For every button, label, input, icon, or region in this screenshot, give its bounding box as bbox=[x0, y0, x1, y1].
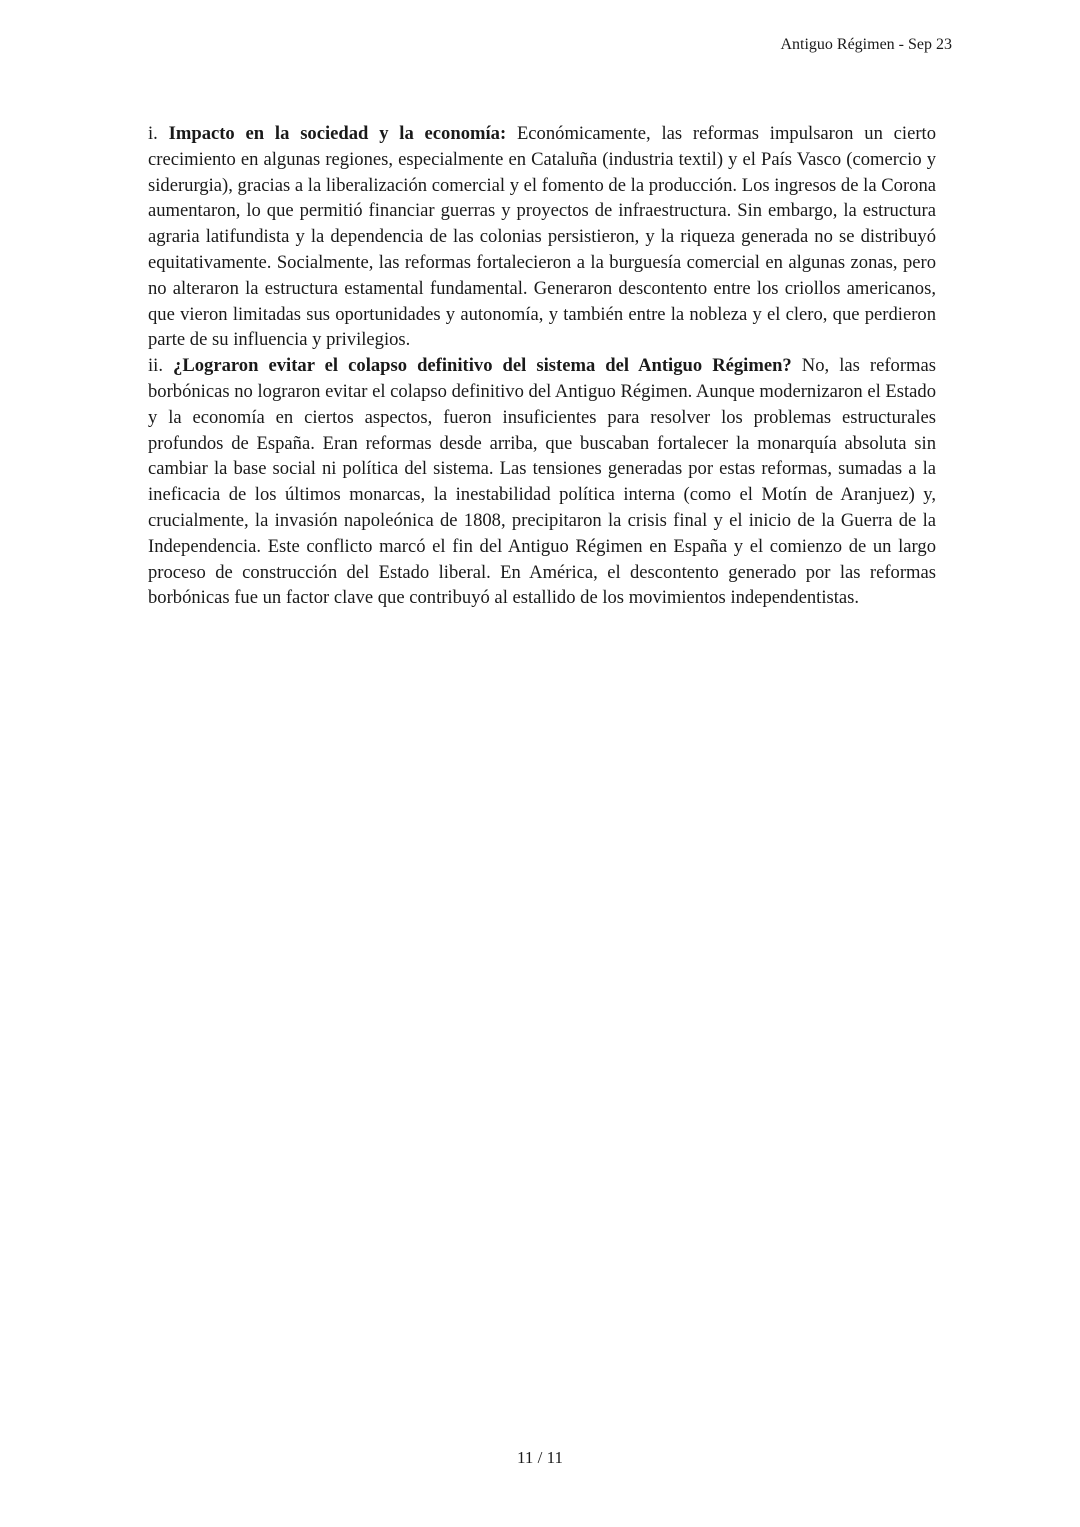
paragraph-colapso bbox=[148, 353, 936, 611]
header-title: Antiguo Régimen - Sep 23 bbox=[780, 36, 952, 53]
document-body bbox=[148, 121, 936, 611]
paragraph-impacto bbox=[148, 121, 936, 353]
paragraph-heading: ¿Lograron evitar el colapso definitivo del sistema del Antiguo Régimen? bbox=[173, 355, 792, 377]
paragraph-enumerator: ii. bbox=[148, 355, 174, 377]
page-footer bbox=[0, 1448, 1080, 1468]
paragraph-enumerator: i. bbox=[148, 123, 169, 144]
paragraph-text: No, las reformas borbónicas no lograron evitar el colapso definitivo del Antiguo Régimen. Aunque modernizaron el Estado y la economía en ciertos aspectos, fueron insuficientes para resolver los problemas estructurales profundos de España. Eran reformas desde arriba, que buscaban fortalecer la monarquía absoluta sin cambiar la base social ni política del sistema. Las tensiones generadas por estas reformas, sumadas a la ineficacia de los últimos monarcas, la inestabilidad política interna (como el Motín de Aranjuez) y, crucialmente, la invasión napoleónica de 1808, precipitaron la crisis final y el inicio de la Guerra de la Independencia. Este conflicto marcó el fin del Antiguo Régimen en España y el comienzo de un largo proceso de construcción del Estado liberal. En América, el descontento generado por las reformas borbónicas fue un factor clave que contribuyó al estallido de los movimientos independentistas. bbox=[148, 355, 936, 609]
paragraph-text: Económicamente, las reformas impulsaron un cierto crecimiento en algunas regiones, especialmente en Cataluña (industria textil) y el País Vasco (comercio y siderurgia), gracias a la liberalización comercial y el fomento de la producción. Los ingresos de la Corona aumentaron, lo que permitió financiar guerras y proyectos de infraestructura. Sin embargo, la estructura agraria latifundista y la dependencia de las colonias persistieron, y la riqueza generada no se distribuyó equitativamente. Socialmente, las reformas fortalecieron a la burguesía comercial en algunas zonas, pero no alteraron la estructura estamental fundamental. Generaron descontento entre los criollos americanos, que vieron limitadas sus oportunidades y autonomía, y también entre la nobleza y el clero, que perdieron parte de su influencia y privilegios. bbox=[148, 123, 936, 351]
paragraph-heading: Impacto en la sociedad y la economía: bbox=[168, 123, 507, 144]
page-number: 11 / 11 bbox=[517, 1448, 563, 1467]
page-header bbox=[780, 35, 952, 55]
